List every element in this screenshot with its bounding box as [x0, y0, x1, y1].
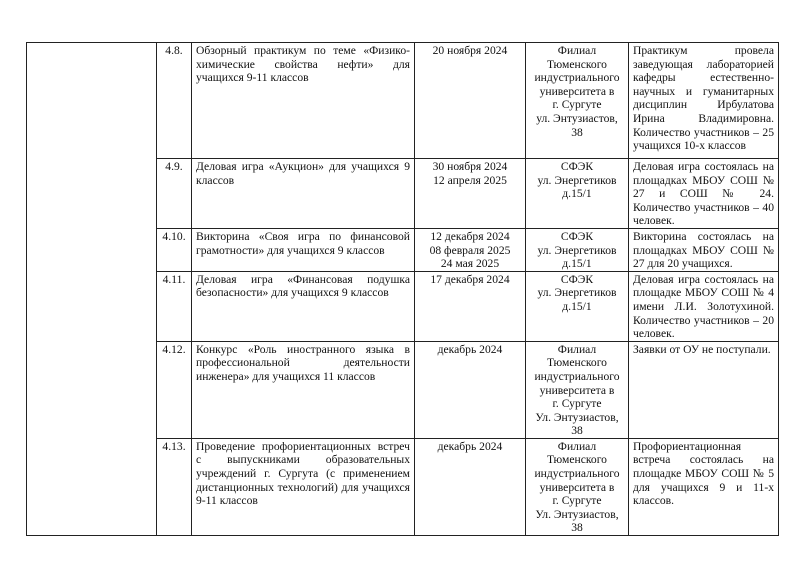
- event-title: Деловая игра «Финансовая подушка безопасности» для учащихся 9 классов: [192, 271, 415, 341]
- event-date: 30 ноября 2024 12 апреля 2025: [415, 159, 526, 229]
- events-table: [26, 42, 779, 536]
- event-date: декабрь 2024: [415, 438, 526, 535]
- event-result: Деловая игра состоялась на площадке МБОУ СОШ № 4 имени Л.И. Золотухиной. Количество участников – 20 человек.: [629, 271, 779, 341]
- event-date: 17 декабря 2024: [415, 271, 526, 341]
- event-result: Деловая игра состоялась на площадках МБОУ СОШ № 27 и СОШ № 24. Количество участников – 40 человек.: [629, 159, 779, 229]
- event-result: Профориентационная встреча состоялась на площадке МБОУ СОШ № 5 для учащихся 9 и 11-х классов.: [629, 438, 779, 535]
- event-date: 20 ноября 2024: [415, 43, 526, 159]
- event-title: Проведение профориентационных встреч с выпускниками образовательных учреждений г. Сургута (с применением дистанционных технологий) для учащихся 9-11 классов: [192, 438, 415, 535]
- row-number: 4.12.: [157, 341, 192, 438]
- event-title: Викторина «Своя игра по финансовой грамотности» для учащихся 9 классов: [192, 228, 415, 271]
- row-number: 4.10.: [157, 228, 192, 271]
- row-number: 4.11.: [157, 271, 192, 341]
- event-title: Деловая игра «Аукцион» для учащихся 9 классов: [192, 159, 415, 229]
- event-date: декабрь 2024: [415, 341, 526, 438]
- row-number: 4.13.: [157, 438, 192, 535]
- event-result: Викторина состоялась на площадках МБОУ СОШ № 27 для 20 учащихся.: [629, 228, 779, 271]
- event-place: Филиал Тюменского индустриального университета в г. Сургуте Ул. Энтузиастов, 38: [526, 341, 629, 438]
- event-title: Конкурс «Роль иностранного языка в профессиональной деятельности инженера» для учащихся 11 классов: [192, 341, 415, 438]
- event-result: Практикум провела заведующая лабораторией кафедры естественно-научных и гуманитарных дисциплин Ирбулатова Ирина Владимировна. Количество участников – 25 учащихся 10-х классов: [629, 43, 779, 159]
- event-title: Обзорный практикум по теме «Физико-химические свойства нефти» для учащихся 9-11 классов: [192, 43, 415, 159]
- event-place: СФЭК ул. Энергетиков д.15/1: [526, 159, 629, 229]
- event-date: 12 декабря 2024 08 февраля 2025 24 мая 2025: [415, 228, 526, 271]
- event-place: Филиал Тюменского индустриального университета в г. Сургуте Ул. Энтузиастов, 38: [526, 438, 629, 535]
- merged-section-cell: [27, 43, 157, 536]
- event-place: СФЭК ул. Энергетиков д.15/1: [526, 271, 629, 341]
- table-row: [27, 43, 779, 159]
- event-place: Филиал Тюменского индустриального университета в г. Сургуте ул. Энтузиастов, 38: [526, 43, 629, 159]
- row-number: 4.8.: [157, 43, 192, 159]
- row-number: 4.9.: [157, 159, 192, 229]
- event-place: СФЭК ул. Энергетиков д.15/1: [526, 228, 629, 271]
- event-result: Заявки от ОУ не поступали.: [629, 341, 779, 438]
